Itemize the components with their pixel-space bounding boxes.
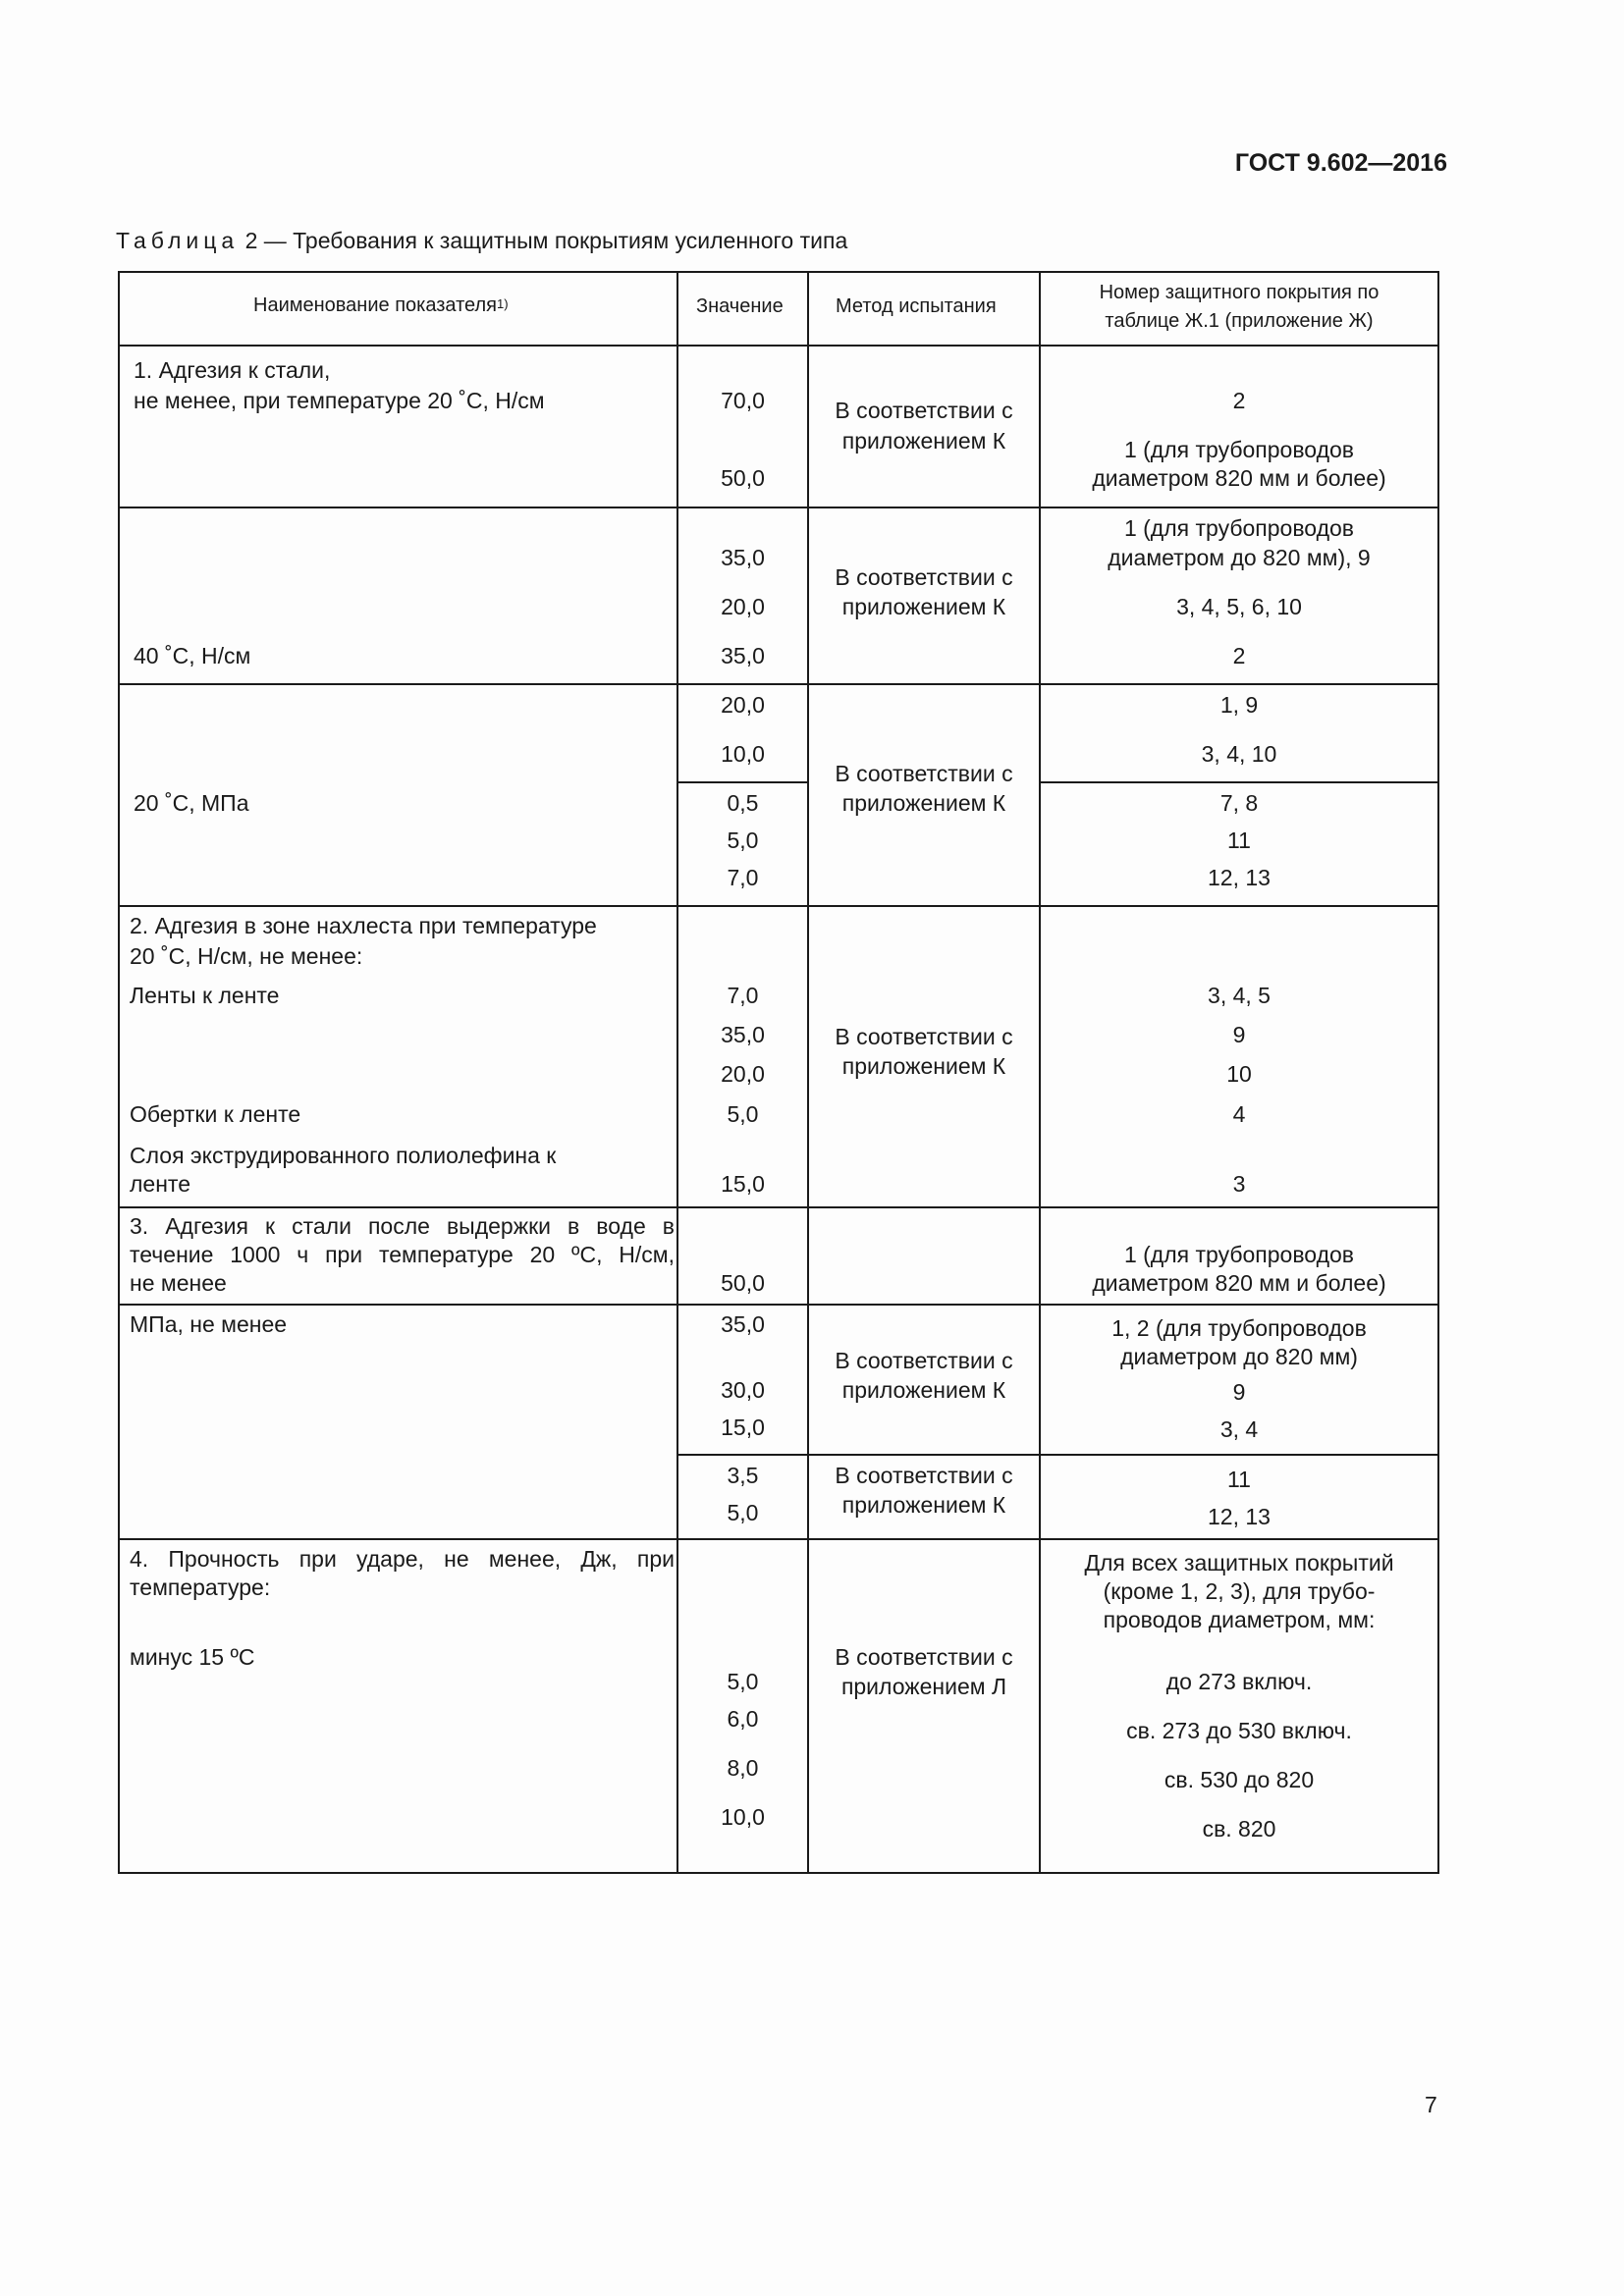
value-cell: 7,0 (727, 983, 759, 1008)
value-cell: 6,0 (727, 1706, 759, 1732)
value-cell: 35,0 (721, 1022, 765, 1047)
method-cell: приложением К (841, 1492, 1006, 1518)
method-cell: В соответствии с (835, 564, 1013, 590)
method-cell: приложением К (841, 790, 1006, 816)
table-border-bottom (118, 1872, 1439, 1874)
coating-number-cell: 1, 9 (1219, 692, 1259, 718)
value-cell: 50,0 (721, 1270, 765, 1296)
row-subdivider (677, 781, 807, 783)
value-cell: 15,0 (721, 1415, 765, 1440)
requirements-table (118, 271, 1439, 1874)
coating-number-cell: 9 (1232, 1379, 1246, 1405)
indicator-text: 4. Прочность при ударе, не менее, Дж, при (130, 1546, 675, 1572)
coating-number-cell: 1, 2 (для трубопроводов (1111, 1315, 1367, 1341)
indicator-text: 40 ˚С, Н/см (134, 643, 251, 668)
caption-title: 2 — Требования к защитным покрытиям усиленного типа (239, 228, 848, 253)
value-cell: 50,0 (721, 465, 765, 491)
coating-number-cell: 3, 4 (1219, 1416, 1259, 1442)
value-cell: 8,0 (727, 1755, 759, 1781)
value-cell: 5,0 (727, 1669, 759, 1694)
caption-label: Таблица (116, 228, 240, 253)
row-divider (118, 683, 1439, 685)
indicator-text: 1. Адгезия к стали, (134, 357, 331, 383)
method-cell: приложением К (841, 428, 1006, 454)
method-cell: приложением Л (840, 1674, 1007, 1699)
value-cell: 7,0 (727, 865, 759, 890)
method-cell: приложением К (841, 594, 1006, 619)
value-cell: 35,0 (721, 1311, 765, 1337)
row-divider (118, 905, 1439, 907)
method-cell: приложением К (841, 1377, 1006, 1403)
indicator-text: Слоя экструдированного полиолефина к (130, 1143, 557, 1168)
row-subdivider (1039, 781, 1439, 783)
value-cell: 10,0 (721, 741, 765, 767)
value-cell: 5,0 (727, 1500, 759, 1525)
indicator-text: 2. Адгезия в зоне нахлеста при температуре (130, 913, 597, 938)
indicator-text: минус 15 ºС (130, 1644, 255, 1670)
value-cell: 10,0 (721, 1804, 765, 1830)
coating-number-cell: 3, 4, 10 (1201, 741, 1277, 767)
indicator-text: 3. Адгезия к стали после выдержки в воде в (130, 1213, 675, 1239)
value-cell: 30,0 (721, 1377, 765, 1403)
coating-number-cell: 3 (1232, 1171, 1246, 1197)
page-number: 7 (1425, 2092, 1437, 2117)
method-cell: В соответствии с (835, 1348, 1013, 1373)
indicator-text: течение 1000 ч при температуре 20 ºС, Н/см, (130, 1242, 675, 1267)
value-cell: 70,0 (721, 388, 765, 413)
value-cell: 20,0 (721, 692, 765, 718)
coating-number-cell: диаметром 820 мм и более) (1092, 465, 1386, 491)
coating-number-cell: 3, 4, 5 (1208, 983, 1271, 1008)
value-cell: 20,0 (721, 594, 765, 619)
coating-number-cell: диаметром 820 мм и более) (1092, 1270, 1386, 1296)
col-header-value: Значение (696, 295, 784, 317)
header-divider (118, 345, 1439, 347)
row-divider (118, 1538, 1439, 1540)
col-header-name-text: Наименование показателя (253, 294, 497, 316)
col-header-name (253, 292, 509, 320)
method-cell: В соответствии с (835, 398, 1013, 423)
method-cell: В соответствии с (835, 761, 1013, 786)
coating-number-cell: диаметром до 820 мм), 9 (1108, 545, 1371, 570)
row-divider (118, 1304, 1439, 1306)
coating-number-cell: 12, 13 (1208, 1504, 1271, 1529)
row-divider (118, 1206, 1439, 1208)
coating-number-cell: 1 (для трубопроводов (1123, 437, 1355, 462)
coating-number-cell: 4 (1232, 1101, 1246, 1127)
coating-number-cell: 9 (1232, 1022, 1246, 1047)
coating-number-cell: (кроме 1, 2, 3), для трубо- (1103, 1578, 1376, 1604)
document-number: ГОСТ 9.602—2016 (1234, 149, 1447, 177)
col-header-number-line1: Номер защитного покрытия по (1099, 282, 1380, 303)
coating-number-cell: 7, 8 (1219, 790, 1259, 816)
coating-number-cell: 11 (1227, 828, 1251, 853)
coating-number-cell: 3, 4, 5, 6, 10 (1176, 594, 1302, 619)
coating-number-cell: 1 (для трубопроводов (1123, 515, 1355, 541)
method-cell: В соответствии с (835, 1024, 1013, 1049)
method-cell: В соответствии с (835, 1463, 1013, 1488)
col-header-method: Метод испытания (836, 295, 997, 317)
table-caption (116, 228, 847, 254)
value-cell: 5,0 (727, 1101, 759, 1127)
table-border-top (118, 271, 1439, 273)
indicator-text: не менее (130, 1270, 227, 1296)
coating-number-cell: 2 (1232, 388, 1246, 413)
row-subdivider (677, 1454, 1439, 1456)
indicator-text: не менее, при температуре 20 ˚С, Н/см (134, 388, 545, 413)
value-cell: 3,5 (727, 1463, 759, 1488)
indicator-text: температуре: (130, 1575, 271, 1600)
table-border-right (1437, 271, 1439, 1874)
indicator-text: 20 ˚С, Н/см, не менее: (130, 943, 363, 969)
coating-number-cell: св. 273 до 530 включ. (1126, 1718, 1352, 1743)
value-cell: 35,0 (721, 545, 765, 570)
value-cell: 5,0 (727, 828, 759, 853)
indicator-text: Обертки к ленте (130, 1101, 301, 1127)
coating-number-cell: 10 (1226, 1061, 1252, 1087)
coating-number-cell: св. 820 (1202, 1816, 1276, 1842)
value-cell: 0,5 (727, 790, 759, 816)
footnote-mark: 1) (497, 296, 509, 311)
coating-number-cell: 12, 13 (1208, 865, 1271, 890)
indicator-text: МПа, не менее (130, 1311, 288, 1337)
coating-number-cell: диаметром до 820 мм) (1120, 1344, 1358, 1369)
indicator-text: 20 ˚С, МПа (134, 790, 249, 816)
value-cell: 20,0 (721, 1061, 765, 1087)
method-cell: приложением К (841, 1053, 1006, 1079)
coating-number-cell: 1 (для трубопроводов (1123, 1242, 1355, 1267)
coating-number-cell: 2 (1232, 643, 1246, 668)
value-cell: 15,0 (721, 1171, 765, 1197)
method-cell: В соответствии с (835, 1644, 1013, 1670)
coating-number-cell: проводов диаметром, мм: (1103, 1607, 1376, 1632)
coating-number-cell: св. 530 до 820 (1164, 1767, 1315, 1792)
coating-number-cell: 11 (1227, 1467, 1251, 1492)
value-cell: 35,0 (721, 643, 765, 668)
coating-number-cell: до 273 включ. (1165, 1669, 1313, 1694)
indicator-text: Ленты к ленте (130, 983, 280, 1008)
indicator-text: ленте (130, 1171, 190, 1197)
coating-number-cell: Для всех защитных покрытий (1084, 1550, 1394, 1575)
col-header-number-line2: таблице Ж.1 (приложение Ж) (1105, 310, 1374, 332)
table-border-left (118, 271, 120, 1874)
row-divider (118, 507, 1439, 508)
